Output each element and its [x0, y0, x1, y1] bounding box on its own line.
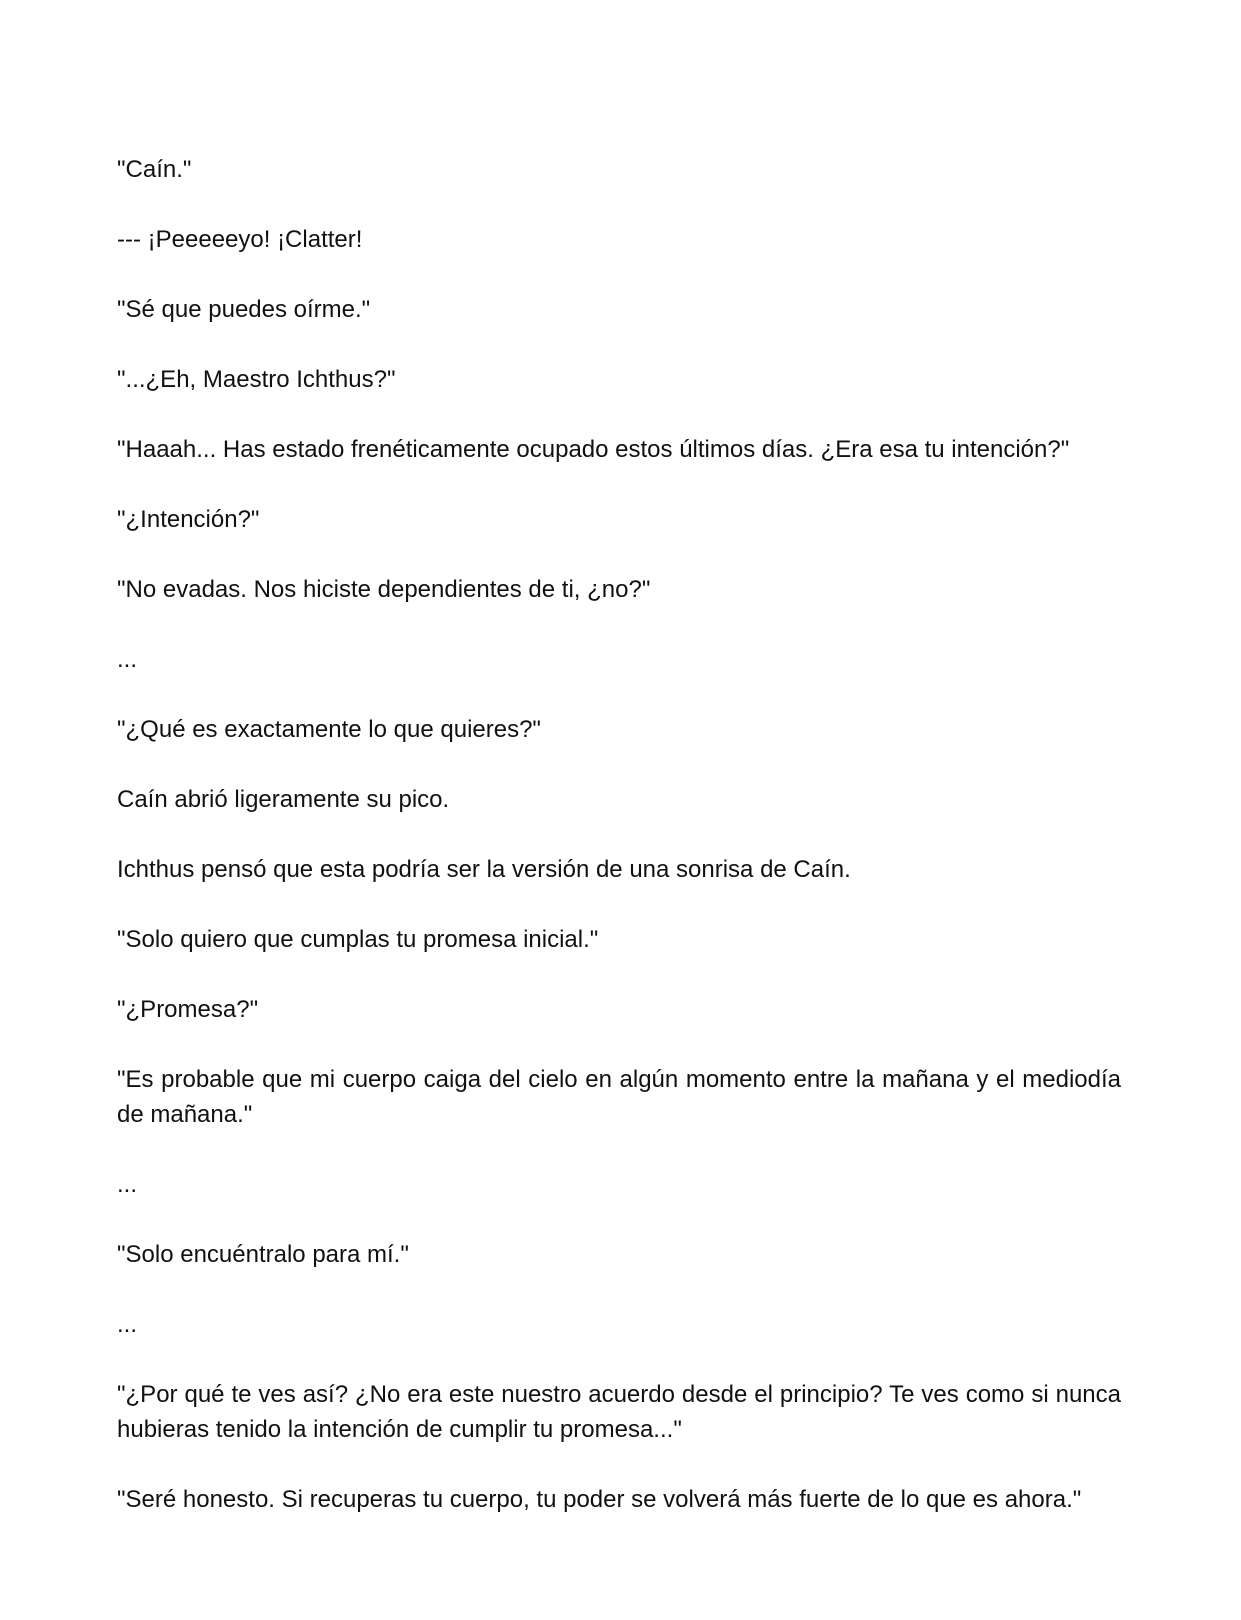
paragraph: "Solo quiero que cumplas tu promesa inicial.": [117, 926, 599, 953]
paragraph: ...: [117, 646, 138, 673]
paragraph: "...¿Eh, Maestro Ichthus?": [117, 366, 396, 393]
paragraph: "Es probable que mi cuerpo caiga del cielo en algún momento entre la mañana y el mediodía de mañana.": [117, 1066, 1121, 1128]
paragraph: Caín abrió ligeramente su pico.: [117, 786, 450, 813]
document-body: [117, 152, 1121, 1552]
paragraph: "Seré honesto. Si recuperas tu cuerpo, tu poder se volverá más fuerte de lo que es ahora.": [117, 1486, 1082, 1513]
paragraph: "¿Promesa?": [117, 996, 259, 1023]
paragraph: "Sé que puedes oírme.": [117, 296, 371, 323]
paragraph: Ichthus pensó que esta podría ser la versión de una sonrisa de Caín.: [117, 856, 851, 883]
paragraph: ...: [117, 1311, 138, 1338]
paragraph: "Haaah... Has estado frenéticamente ocupado estos últimos días. ¿Era esa tu intención?": [117, 436, 1070, 463]
paragraph: "¿Intención?": [117, 506, 260, 533]
paragraph: --- ¡Peeeeeyo! ¡Clatter!: [117, 226, 363, 253]
paragraph: "¿Por qué te ves así? ¿No era este nuestro acuerdo desde el principio? Te ves como si nunca hubieras tenido la intención de cumplir tu promesa...": [117, 1381, 1121, 1443]
paragraph: "Caín.": [117, 156, 192, 183]
paragraph: "¿Qué es exactamente lo que quieres?": [117, 716, 541, 743]
paragraph: "Solo encuéntralo para mí.": [117, 1241, 409, 1268]
paragraph: "No evadas. Nos hiciste dependientes de ti, ¿no?": [117, 576, 651, 603]
paragraph: ...: [117, 1171, 138, 1198]
